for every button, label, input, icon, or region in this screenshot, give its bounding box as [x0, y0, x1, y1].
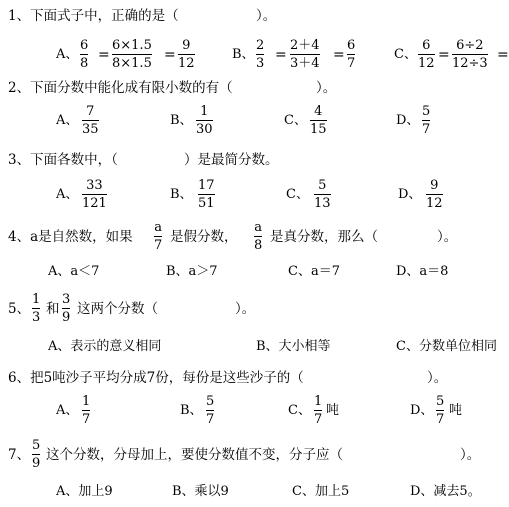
q1-a-fraction-1: 6 8 — [80, 38, 89, 71]
q6-b-fraction: 5 7 — [206, 394, 215, 427]
q1-b-fraction-2: 2＋4 3＋4 — [290, 38, 320, 71]
question-6-text: 6、把5吨沙子平均分成7份，每份是这些沙子的（ — [8, 370, 304, 386]
q2-b-fraction: 1 30 — [196, 104, 213, 137]
question-1-text: 1、下面式子中，正确的是（ — [8, 8, 179, 24]
question-7-stem: 7、 5 9 这个分数，分母加上，要使分数值不变，分子应（ ）。 — [8, 438, 481, 471]
q4-fraction-a-over-7: a 7 — [154, 220, 163, 253]
question-3-text-end: ）是最简分数。 — [184, 152, 279, 168]
question-5-options: A、表示的意义相同 B、大小相等 C、分数单位相同 — [48, 339, 497, 354]
question-7-text: 7、 — [8, 447, 31, 463]
question-2-text: 2、下面分数中能化成有限小数的有（ — [8, 80, 233, 96]
q2-c-fraction: 4 15 — [310, 104, 327, 137]
question-2-text-end: ）。 — [316, 80, 337, 96]
q1-a-fraction-3: 9 12 — [178, 38, 195, 71]
question-6-text-end: ）。 — [427, 370, 448, 386]
question-1-stem — [0, 6, 509, 26]
q3-b-fraction: 17 51 — [198, 178, 215, 211]
question-2-stem — [0, 78, 509, 98]
q6-a-fraction: 1 7 — [82, 394, 91, 427]
question-7-options: A、加上9 B、乘以9 C、加上5 D、减去5。 — [56, 484, 481, 499]
q2-a-fraction: 7 35 — [82, 104, 99, 137]
q5-fraction-3-9: 3 9 — [62, 292, 71, 325]
q1-c-fraction-2: 6÷2 12÷3 — [452, 38, 488, 71]
question-4-stem: 4、a是自然数，如果 a 7 是假分数， a 8 是真分数，那么（ ）。 — [8, 220, 458, 253]
question-6-options: A、 1 7 B、 5 7 C、 1 7 吨 D、 5 7 吨 — [56, 394, 463, 427]
q1-b-fraction-1: 2 3 — [256, 38, 265, 71]
question-4-text: 4、a是自然数，如果 — [8, 229, 133, 245]
q1-option-c-label: C、 — [394, 47, 417, 62]
question-6-stem — [0, 368, 509, 388]
question-2-options: A、 7 35 B、 1 30 C、 4 15 D、 5 7 — [56, 104, 431, 137]
question-3-options: A、 33 121 B、 17 51 C、 5 13 D、 9 12 — [56, 178, 443, 211]
q1-c-fraction-1: 6 12 — [418, 38, 435, 71]
q6-c-fraction: 1 7 — [314, 394, 323, 427]
question-4-options: A、a＜7 B、a＞7 C、a＝7 D、a＝8 — [48, 264, 449, 279]
question-1-text-end: ）。 — [256, 8, 277, 24]
question-3-text: 3、下面各数中，（ — [8, 152, 118, 168]
q1-option-b-label: B、 — [232, 47, 255, 62]
question-3-stem — [0, 150, 509, 170]
question-5-text: 5、 — [8, 301, 31, 317]
q1-a-fraction-2: 6×1.5 8×1.5 — [112, 38, 152, 71]
q4-fraction-a-over-8: a 8 — [254, 220, 263, 253]
q2-d-fraction: 5 7 — [422, 104, 431, 137]
q7-fraction-5-9: 5 9 — [32, 438, 41, 471]
q6-d-fraction: 5 7 — [436, 394, 445, 427]
q3-a-fraction: 33 121 — [82, 178, 107, 211]
q3-c-fraction: 5 13 — [314, 178, 331, 211]
q1-option-a-label: A、 — [56, 47, 79, 62]
q1-b-fraction-3: 6 7 — [347, 38, 356, 71]
question-5-stem: 5、 1 3 和 3 9 这两个分数（ ）。 — [8, 292, 256, 325]
question-1-options: A、 6 8 = 6×1.5 8×1.5 = 9 12 B、 2 3 = 2＋4 3＋4 = 6 7 C、 6 12 = 6÷2 12÷3 = — [56, 38, 509, 71]
q5-fraction-1-3: 1 3 — [32, 292, 41, 325]
q3-d-fraction: 9 12 — [426, 178, 443, 211]
